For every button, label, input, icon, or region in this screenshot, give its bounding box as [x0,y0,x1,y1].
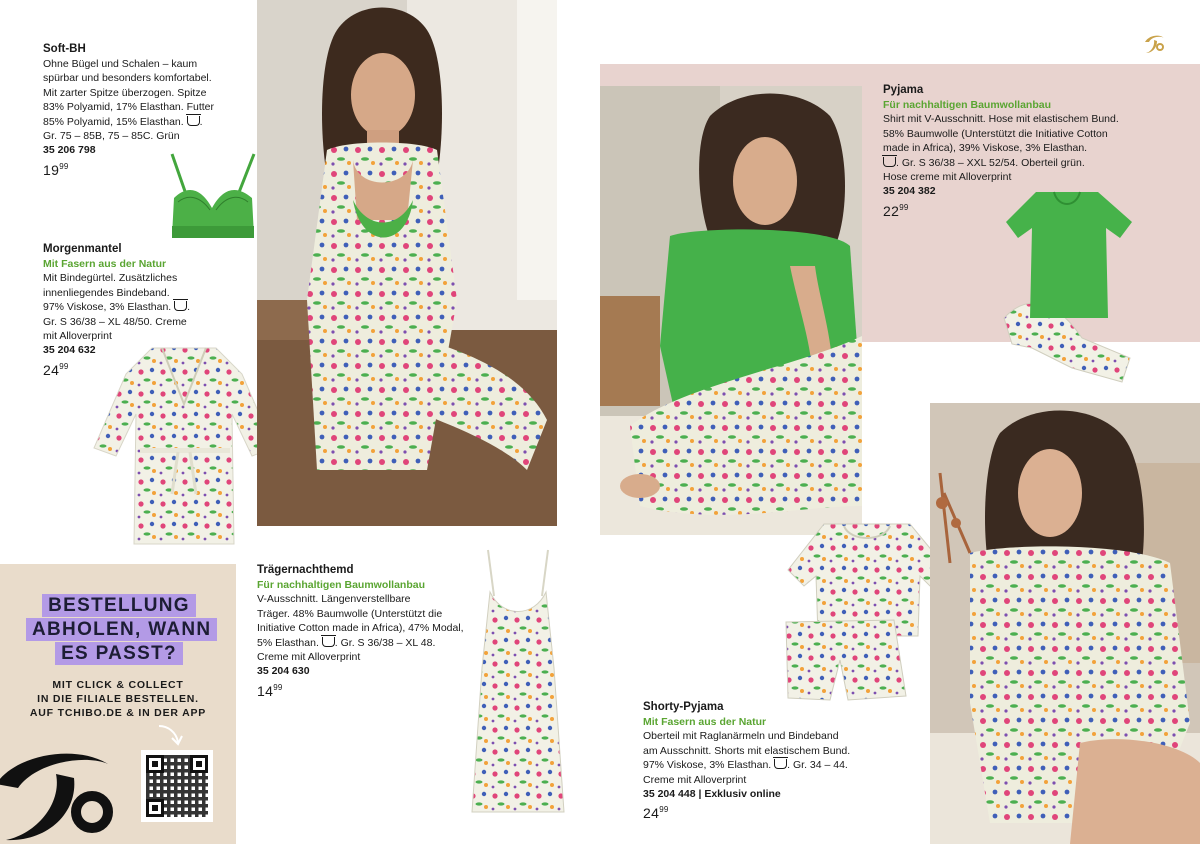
product-name: Morgenmantel [43,243,122,255]
product-price: $24^{99}$ [43,361,69,378]
product-name: Trägernachthemd [257,564,354,576]
product-desc-line: made in Africa), 39% Viskose, 3% Elasthan. [883,142,1088,155]
promo-headline: BESTELLUNG ABHOLEN, WANN ES PASST? [26,594,212,666]
product-desc-line: Gr. S 36/38 – XL 48/50. Creme [43,315,187,328]
handwash-icon [187,116,200,126]
product-desc-line: 85% Polyamid, 15% Elasthan. [43,115,184,128]
product-number: 35 206 798 [43,144,96,157]
product-desc-line: Initiative Cotton made in Africa), 47% Modal, [257,622,464,635]
product-desc-line: spürbar und besonders komfortabel. [43,72,212,85]
product-desc-line: Creme mit Alloverprint [257,651,361,664]
product-traegernachthemd: Trägernachthemd Für nachhaltigen Baumwollanbau V-Ausschnitt. Längenverstellbare Träger. 48% Baumwolle (Unterstützt die Initiative Cotton made in Africa), 47% Modal, 5% Elasthan. . Gr. S 36/38 – XL 48. Creme mit Alloverprint 35 204 630 $14^{99}$ [257,563,477,698]
product-desc-line: Gr. 75 – 85B, 75 – 85C. Grün [43,130,180,143]
product-desc-line: Gr. 34 – 44. [792,759,848,772]
handwash-icon [322,637,335,647]
product-shorty-pyjama: Shorty-Pyjama Mit Fasern aus der Natur Oberteil mit Raglanärmeln und Bindeband am Ausschnitt. Shorts mit elastischem Bund. 97% Viskose, 3% Elasthan. . Gr. 34 – 44. Creme mit Alloverprint 35 204 448 | Exklusiv online $24^{99}$ [643,700,903,821]
product-desc-line: Mit zarter Spitze überzogen. Spitze [43,86,207,99]
product-desc-line: 5% Elasthan. [257,636,319,649]
promo-line: MIT CLICK & COLLECT [52,679,184,691]
product-desc-line: Shirt mit V-Ausschnitt. Hose mit elastischem Bund. [883,113,1119,126]
product-subtitle: Mit Fasern aus der Natur [43,258,167,270]
photo-woman-in-robe [257,0,557,526]
product-desc-line: Gr. S 36/38 – XL 48. [340,636,436,649]
nightgown-product-image [468,548,568,816]
shorty-pyjama-product-image [784,520,950,704]
brand-swirl-icon [0,744,120,844]
product-desc-line: Ohne Bügel und Schalen – kaum [43,58,198,70]
product-desc-line: 97% Viskose, 3% Elasthan. [43,301,172,314]
product-morgenmantel: Morgenmantel Mit Fasern aus der Natur Mit Bindegürtel. Zusätzliches innenliegendes Bindeband. 97% Viskose, 3% Elasthan. . Gr. S 36/38 – XL 48/50. Creme mit Alloverprint 35 204 632 $24^{99}$ [43,242,243,377]
product-subtitle: Für nachhaltigen Baumwollanbau [257,579,426,591]
product-name: Soft-BH [43,43,86,55]
handwash-icon [883,157,896,167]
pyjama-product-image [1002,188,1136,392]
product-desc-line: Träger. 48% Baumwolle (Unterstützt die [257,607,443,620]
robe-product-image [92,344,276,550]
promo-text [18,678,218,720]
product-price: $24^{99}$ [643,805,669,822]
product-desc-line: innenliegendes Bindeband. [43,286,170,299]
product-number: 35 204 448 | Exklusiv online [643,788,781,801]
photo-woman-in-pyjama [600,86,862,535]
photo-woman-in-shorty-pyjama [930,403,1200,844]
product-desc-line: Gr. S 36/38 – XXL 52/54. Oberteil grün. [901,156,1085,169]
product-price: $22^{99}$ [883,202,909,219]
product-desc-line: Creme mit Alloverprint [643,773,747,786]
click-collect-promo [0,564,236,844]
handwash-icon [774,759,787,769]
product-number: 35 204 630 [257,665,310,678]
product-number: 35 204 382 [883,185,936,198]
handwash-icon [174,301,187,311]
arrow-icon [156,722,186,748]
product-desc-line: Hose creme mit Alloverprint [883,171,1012,184]
promo-line: IN DIE FILIALE BESTELLEN. [37,693,199,705]
promo-line: AUF TCHIBO.DE & IN DER APP [29,707,207,719]
product-desc-line: Oberteil mit Raglanärmeln und Bindeband [643,730,839,743]
product-name: Shorty-Pyjama [643,701,724,713]
product-price: $19^{99}$ [43,161,69,178]
product-desc-line: mit Alloverprint [43,330,112,343]
product-name: Pyjama [883,84,924,96]
bra-product-image [166,150,260,242]
product-number: 35 204 632 [43,344,96,357]
product-desc-line: Mit Bindegürtel. Zusätzliches [43,272,178,285]
product-pyjama: Pyjama Für nachhaltigen Baumwollanbau Shirt mit V-Ausschnitt. Hose mit elastischem Bund. 58% Baumwolle (Unterstützt die Initiative Cotton made in Africa), 39% Viskose, 3% Elasthan. . Gr. S 36/38 – XXL 52/54. Oberteil grün. Hose creme mit Alloverprint 35 204 382 $22^{99}$ [883,83,1183,218]
product-desc-line: 83% Polyamid, 17% Elasthan. Futter [43,101,215,114]
product-desc-line: 97% Viskose, 3% Elasthan. [643,759,772,772]
qr-code[interactable] [141,750,213,822]
brand-logo-icon [1142,32,1168,56]
product-softbh: Soft-BH Ohne Bügel und Schalen – kaum spürbar und besonders komfortabel. Mit zarter Spitze überzogen. Spitze 83% Polyamid, 17% Elasthan. Futter 85% Polyamid, 15% Elasthan. . Gr. 75 – 85B, 75 – 85C. Grün 35 206 798 $19^{99}$ [43,42,243,177]
product-subtitle: Für nachhaltigen Baumwollanbau [883,99,1052,111]
product-subtitle: Mit Fasern aus der Natur [643,716,767,728]
product-desc-line: V-Ausschnitt. Längenverstellbare [257,593,411,606]
product-price: $14^{99}$ [257,682,283,699]
product-desc-line: am Ausschnitt. Shorts mit elastischem Bund. [643,744,851,757]
product-desc-line: 58% Baumwolle (Unterstützt die Initiative Cotton [883,127,1108,140]
